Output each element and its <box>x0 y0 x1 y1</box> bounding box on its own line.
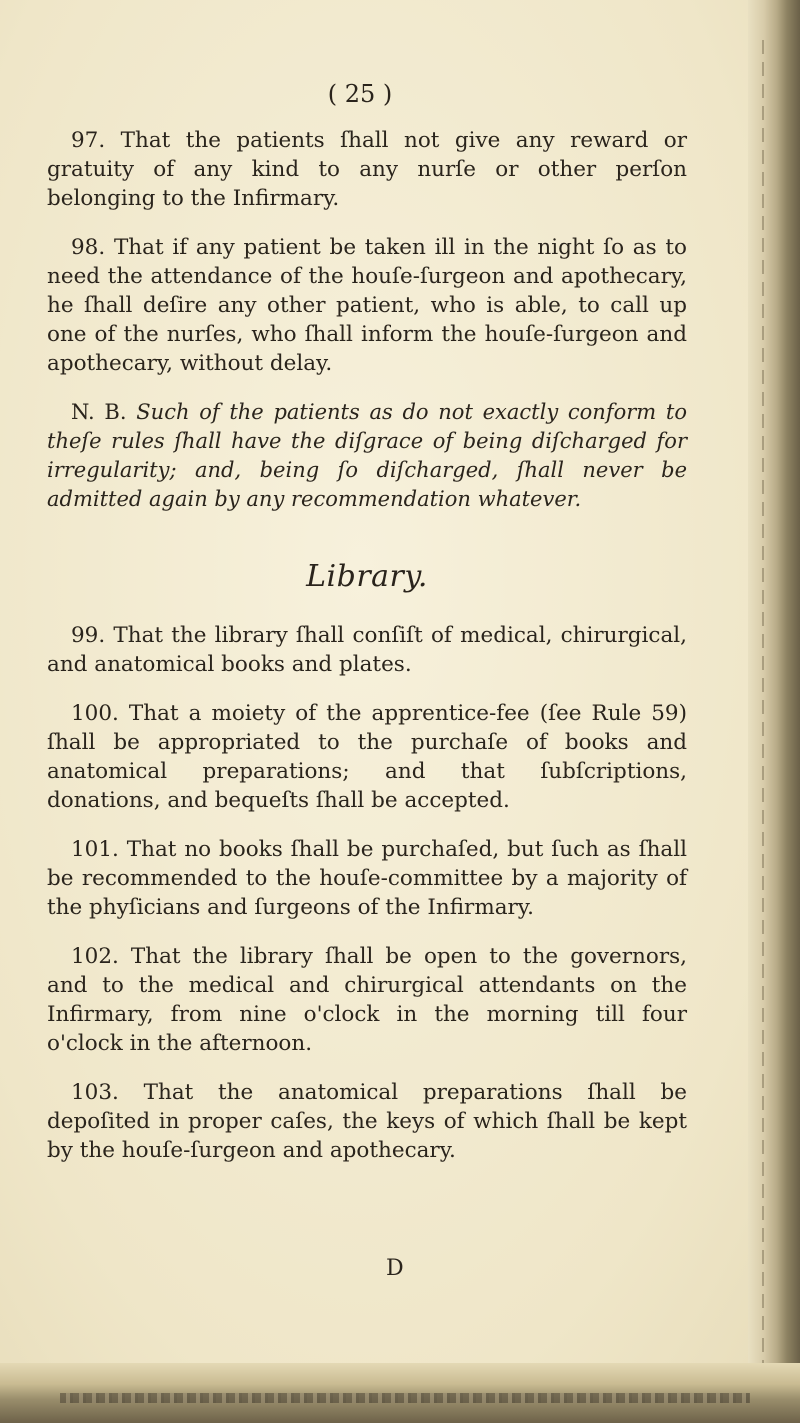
signature-mark: D <box>386 1256 404 1281</box>
page-binding-edge <box>748 0 800 1423</box>
nota-bene <box>47 398 687 514</box>
page-number: ( 25 ) <box>327 80 393 108</box>
rule-99: 99. That the library ſhall conſiſt of medical, chirurgical, and anatomical books and plates. <box>47 623 687 677</box>
nota-bene-text: Such of the patients as do not exactly conform to theſe rules ſhall have the diſgrace of being diſcharged for irregularity; and, being ſo diſcharged, ſhall never be admitted again by any recommendation whatever. <box>47 400 687 511</box>
rule-100: 100. That a moiety of the apprentice-fee (ſee Rule 59) ſhall be appropriated to the purchaſe of books and anatomical preparations; and that ſubſcriptions, donations, and bequeſts ſhall be accepted. <box>47 701 687 813</box>
rule-102: 102. That the library ſhall be open to the governors, and to the medical and chirurgical attendants on the Infirmary, from nine o'clock in the morning till four o'clock in the afternoon. <box>47 944 687 1056</box>
section-heading: Library. <box>306 559 428 594</box>
page-bottom-edge <box>0 1363 800 1423</box>
page-text <box>47 126 687 1185</box>
rule-101: 101. That no books ſhall be purchaſed, but ſuch as ſhall be recommended to the houſe-committee by a majority of the phyſicians and ſurgeons of the Infirmary. <box>47 837 687 920</box>
rule-97: 97. That the patients ſhall not give any reward or gratuity of any kind to any nurſe or other perſon belonging to the Infirmary. <box>47 128 687 211</box>
rule-98: 98. That if any patient be taken ill in the night ſo as to need the attendance of the houſe-ſurgeon and apothecary, he ſhall deſire any other patient, who is able, to call up one of the nurſes, who ſhall inform the houſe-ſurgeon and apothecary, without delay. <box>47 235 687 376</box>
nota-bene-label: N. B. <box>71 400 127 424</box>
rule-103: 103. That the anatomical preparations ſhall be depoſited in proper caſes, the keys of which ſhall be kept by the houſe-ſurgeon and apothecary. <box>47 1080 687 1163</box>
